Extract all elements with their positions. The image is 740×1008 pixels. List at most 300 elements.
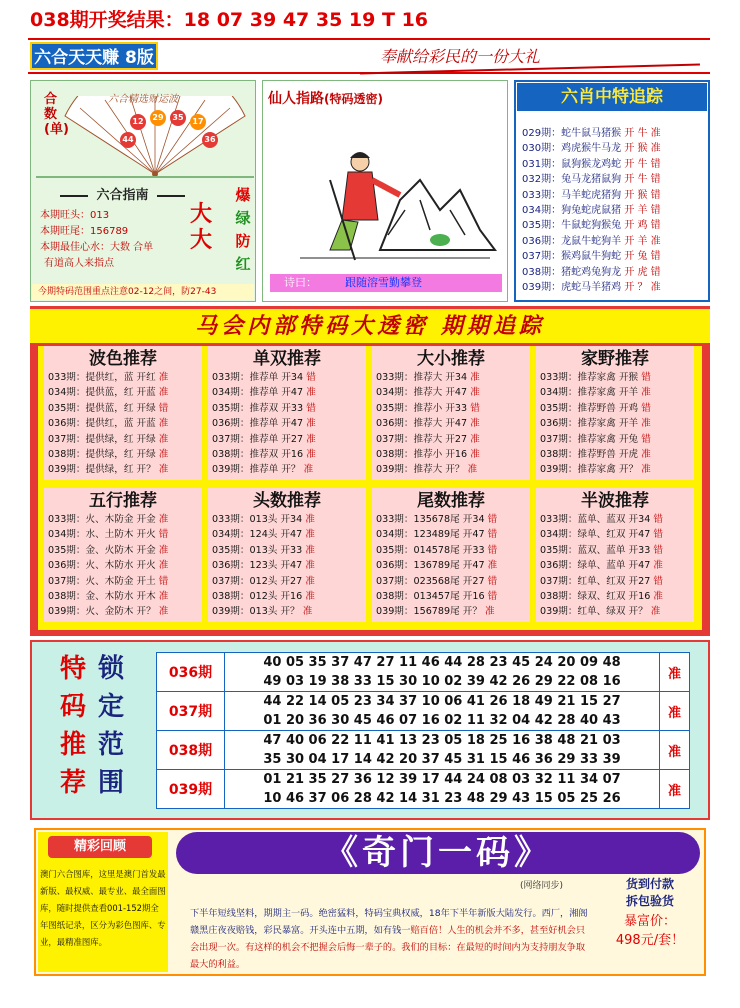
row-result: 开 牛: [624, 158, 648, 170]
tip-result: 开47: [445, 418, 468, 430]
tip-row: [44, 385, 202, 400]
tip-mark: 准: [470, 387, 480, 399]
tip-box-title: 波色推荐: [89, 349, 157, 369]
tip-pick: 034期：推荐家禽: [540, 387, 616, 399]
lock-numbers-line1: 44 22 14 05 23 34 37 10 06 41 26 18 49 21 15 27: [263, 694, 621, 709]
tip-row: [536, 574, 694, 589]
tip-pick: 037期：推荐单: [212, 433, 279, 445]
tip-row: [44, 462, 202, 477]
tip-pick: 036期：提供红，蓝: [48, 418, 134, 430]
tip-row: [372, 462, 530, 477]
tip-mark: 错: [653, 529, 663, 541]
tip-mark: 准: [303, 464, 314, 476]
row-result: 开 猴: [624, 143, 648, 155]
tip-pick: 039期：推荐大: [376, 464, 443, 476]
divider: [36, 176, 254, 178]
tip-mark: 准: [158, 372, 169, 383]
fan-icon: [60, 96, 250, 176]
tip-result: 开47: [462, 529, 485, 541]
row-pick: 037期：猴鸡鼠牛狗蛇: [522, 251, 622, 263]
tip-row: [536, 432, 694, 447]
tip-result: 开27: [445, 433, 468, 445]
row-pick: 029期：蛇牛鼠马猪猴: [522, 128, 622, 139]
tip-result: 开蓝: [136, 418, 156, 430]
tip-row: [44, 604, 202, 619]
six-zodiac-row: [522, 280, 708, 295]
tip-pick: 036期：绿单、蓝单: [540, 560, 626, 572]
tip-row: [44, 447, 202, 462]
row-result: 开 羊: [624, 205, 648, 217]
tip-row: [536, 512, 694, 527]
tip-result: 开33: [628, 544, 651, 556]
row-pick: 035期：牛鼠蛇狗猴兔: [522, 220, 622, 232]
tip-mark: 准: [158, 591, 169, 603]
lock-numbers: [225, 731, 660, 770]
lock-row: [157, 731, 690, 770]
row-mark: 准: [650, 235, 661, 247]
tip-mark: 准: [158, 560, 169, 572]
tip-row: [44, 589, 202, 604]
side-word: 绿: [235, 209, 251, 227]
tip-pick: 033期：推荐家禽: [540, 372, 616, 383]
tip-row: [208, 462, 366, 477]
tip-result: 开火: [136, 560, 156, 572]
row-mark: 错: [650, 205, 661, 217]
tip-row: [208, 558, 366, 573]
lock-label-right: 锁定范围: [98, 654, 125, 798]
tip-mark: 错: [158, 529, 169, 541]
tip-box-title: 家野推荐: [581, 349, 649, 369]
tip-row: [536, 543, 694, 558]
tip-pick: 037期：火、木防金: [48, 575, 134, 587]
row-mark: 错: [650, 266, 661, 278]
tip-mark: 准: [158, 433, 169, 445]
tip-result: 开绿: [136, 402, 156, 414]
row-pick: 032期：兔马龙猪鼠狗: [522, 174, 622, 186]
tip-mark: 准: [470, 433, 480, 445]
tip-pick: 036期：推荐单: [212, 418, 279, 430]
tip-box-title: 半波推荐: [581, 491, 649, 511]
tip-result: 开红: [136, 372, 156, 383]
tip-result: 开33: [281, 402, 304, 414]
lock-numbers-line1: 01 21 35 27 36 12 39 17 44 24 08 03 32 11 34 07: [263, 772, 621, 787]
tip-row: [536, 527, 694, 542]
lock-period: 039期: [157, 770, 225, 809]
tip-row: [372, 589, 530, 604]
tip-mark: 准: [158, 606, 169, 618]
tip-result: 开27: [280, 575, 303, 587]
tip-result: 开47: [280, 529, 303, 541]
tip-result: 开33: [445, 402, 468, 414]
tip-pick: 035期：蓝双、蓝单: [540, 544, 626, 556]
range-note: 今期特码范围重点注意02-12之间，防27-43: [32, 284, 254, 300]
row-result: 开 ？: [624, 282, 648, 294]
tip-box-title: 单双推荐: [253, 349, 321, 369]
tip-pick: 034期：推荐单: [212, 387, 279, 399]
ball-1: 44: [120, 132, 136, 148]
tip-pick: 038期：推荐野兽: [540, 449, 616, 461]
lock-row: [157, 653, 690, 692]
row-mark: 准: [650, 282, 661, 294]
side-word: 红: [235, 255, 251, 273]
tip-row: [372, 401, 530, 416]
ball-3: 29: [150, 110, 166, 126]
six-zodiac-row: [522, 265, 708, 280]
tip-pick: 035期：推荐小: [376, 402, 443, 414]
tip-result: 开？: [280, 606, 300, 618]
tip-mark: 准: [158, 464, 169, 476]
tip-pick: 036期：推荐家禽: [540, 418, 616, 430]
tip-pick: 037期：023568尾: [376, 575, 460, 587]
tip-box-title: 五行推荐: [89, 491, 157, 511]
tip-pick: 033期：135678尾: [376, 514, 460, 525]
tip-mark: 错: [306, 402, 316, 414]
tip-result: 开34: [462, 514, 485, 525]
lock-period: 036期: [157, 653, 225, 692]
tip-row: [372, 432, 530, 447]
tip-row: [208, 385, 366, 400]
tip-row: [208, 401, 366, 416]
tip-mark: 准: [470, 372, 480, 383]
tip-pick: 036期：火、木防水: [48, 560, 134, 572]
tip-row: [208, 512, 366, 527]
tip-row: [536, 416, 694, 431]
row-result: 开 兔: [624, 251, 648, 263]
ball-5: 17: [190, 114, 206, 130]
tip-row: [536, 462, 694, 477]
slogan: 奉献给彩民的一份大礼: [380, 47, 541, 66]
tip-result: 开27: [628, 575, 651, 587]
lock-numbers: [225, 692, 660, 731]
tip-pick: 035期：013头: [212, 544, 278, 556]
tip-result: 开？: [618, 464, 639, 476]
tip-result: 开27: [462, 575, 485, 587]
tip-result: 开？: [628, 606, 648, 618]
tip-row: [44, 432, 202, 447]
tip-box: [372, 488, 530, 622]
tip-mark: 准: [158, 514, 169, 525]
tip-mark: 准: [305, 591, 315, 603]
review-text: 澳门六合图库，这里是澳门首发最新版、最权威、最专业、最全面图库，随时提供查看001-152期全年图纸记录，区分为彩色图库、专业，最精准图库。: [40, 869, 166, 947]
tip-result: 开47: [445, 387, 468, 399]
tip-row: [44, 574, 202, 589]
xianren-title: 仙人指路(特码透密): [268, 91, 383, 107]
row-pick: 038期：猪蛇鸡兔狗龙: [522, 266, 622, 278]
tip-pick: 035期：推荐野兽: [540, 402, 616, 414]
tip-mark: 错: [653, 544, 663, 556]
tip-pick: 038期：推荐双: [212, 449, 279, 461]
lock-result: 准: [660, 731, 690, 770]
six-zodiac-title: 六肖中特追踪: [517, 83, 707, 111]
tip-row: [372, 558, 530, 573]
tip-row: [536, 370, 694, 385]
six-zodiac-row: [522, 172, 708, 187]
row-pick: 031期：鼠狗猴龙鸡蛇: [522, 158, 622, 170]
tip-pick: 034期：水、土防木: [48, 529, 134, 541]
tip-mark: 错: [487, 514, 498, 525]
tip-mark: 准: [641, 464, 651, 476]
promo-text-b: 赔百倍！人生的机会并不多，甚至好机会只会出现一次。有这样的机会不把握会后悔一辈子的。我们的目标：在最短的时间内为支持朋友争取最大的利益。: [190, 925, 586, 970]
six-zodiac-row: [522, 234, 708, 249]
tip-result: 开绿: [136, 449, 156, 461]
lock-table: [156, 652, 690, 809]
tip-result: 开？: [136, 606, 156, 618]
tip-pick: 035期：提供蓝，红: [48, 402, 134, 414]
tip-row: [208, 370, 366, 385]
tip-box-title: 尾数推荐: [417, 491, 485, 511]
tip-pick: 036期：136789尾: [376, 560, 460, 572]
qimen-banner: 《奇门一码》: [176, 832, 700, 874]
tip-row: [44, 370, 202, 385]
tip-pick: 037期：推荐大: [376, 433, 443, 445]
tip-pick: 039期：推荐家禽: [540, 464, 616, 476]
guide-line-head: 本期旺头：013: [40, 210, 110, 221]
tip-result: 开33: [280, 544, 303, 556]
tip-pick: 033期：推荐单: [212, 372, 279, 383]
tip-box: [208, 346, 366, 480]
poem-bar: 诗曰： 跟随溶雪勤攀登: [270, 274, 502, 292]
tip-result: 开16: [462, 591, 485, 603]
tip-pick: 038期：提供绿，红: [48, 449, 134, 461]
tip-mark: 错: [487, 591, 498, 603]
tip-mark: 准: [158, 449, 169, 461]
tip-pick: 034期：123489尾: [376, 529, 460, 541]
tip-result: 开34: [628, 514, 651, 525]
tip-result: 开47: [281, 387, 304, 399]
ball-2: 12: [130, 114, 146, 130]
tip-pick: 034期：124头: [212, 529, 278, 541]
tip-row: [208, 432, 366, 447]
tip-box: [44, 488, 202, 622]
tip-pick: 033期：推荐大: [376, 372, 443, 383]
tip-result: 开16: [280, 591, 303, 603]
tip-result: 开虎: [618, 449, 639, 461]
row-result: 开 猴: [624, 189, 648, 201]
tip-result: 开？: [136, 464, 156, 476]
tip-mark: 准: [158, 544, 169, 556]
price-value: 498元/套！: [615, 933, 685, 948]
tip-mark: 错: [306, 372, 316, 383]
row-pick: 030期：鸡虎猴牛马龙: [522, 143, 622, 155]
side-word: 爆: [235, 186, 251, 204]
guide-line-best: 本期最佳心水：大数 合单: [40, 242, 154, 253]
promo-text-a: 下半年短线坚料，期期主一码。绝密猛料，特码宝典权威，18年下半年新版大陆发行。西厂，湘阁赣黑庄夜夜赔钱，彩民暴富。开头连中五期，如有钱一: [190, 908, 588, 936]
row-mark: 错: [650, 220, 661, 232]
row-mark: 错: [650, 158, 661, 170]
sage-illustration: [270, 140, 500, 270]
tip-pick: 038期：绿双、红双: [540, 591, 626, 603]
tip-box: [536, 488, 694, 622]
tip-mark: 错: [641, 433, 651, 445]
tip-box: [536, 346, 694, 480]
row-mark: 准: [650, 128, 661, 139]
row-mark: 错: [650, 251, 661, 263]
lock-numbers-line1: 47 40 06 22 11 41 13 23 05 18 25 16 38 48 21 03: [263, 733, 621, 748]
tip-box: [372, 346, 530, 480]
tip-pick: 037期：提供绿，红: [48, 433, 134, 445]
tip-result: 开47: [281, 418, 304, 430]
tip-mark: 准: [470, 449, 480, 461]
tip-mark: 错: [487, 529, 498, 541]
tip-result: 开16: [445, 449, 468, 461]
tip-row: [44, 558, 202, 573]
tip-mark: 准: [302, 606, 313, 618]
tip-result: 开16: [628, 591, 651, 603]
tip-pick: 037期：红单、红双: [540, 575, 626, 587]
tip-pick: 034期：提供蓝，红: [48, 387, 134, 399]
lock-numbers: [225, 653, 660, 692]
tip-mark: 准: [305, 514, 315, 525]
tip-mark: 错: [653, 514, 663, 525]
tip-row: [372, 604, 530, 619]
tip-pick: 036期：推荐大: [376, 418, 443, 430]
row-result: 开 羊: [624, 235, 648, 247]
row-mark: 准: [650, 143, 661, 155]
tip-result: 开？: [462, 606, 482, 618]
tip-row: [44, 527, 202, 542]
guide-line-tail: 本期旺尾：156789: [40, 226, 129, 237]
tip-pick: 035期：金、火防木: [48, 544, 134, 556]
tip-row: [44, 543, 202, 558]
tips-title: 马会内部特码大透密 期期追踪: [30, 309, 710, 343]
row-result: 开 牛: [624, 174, 648, 186]
tip-mark: 准: [653, 560, 663, 572]
tip-row: [372, 543, 530, 558]
tip-result: 开？: [281, 464, 301, 476]
review-label: 精彩回顾: [48, 836, 152, 858]
tip-result: 开47: [462, 560, 485, 572]
tip-result: 开猴: [618, 372, 639, 383]
tip-result: 开火: [136, 529, 156, 541]
tip-result: 开47: [628, 529, 651, 541]
tip-pick: 033期：火、木防金: [48, 514, 134, 525]
tip-result: 开金: [136, 514, 156, 525]
tip-result: 开木: [136, 591, 156, 603]
tip-pick: 039期：156789尾: [376, 606, 460, 618]
tip-result: 开16: [281, 449, 304, 461]
six-zodiac-row: [522, 157, 708, 172]
tip-box: [44, 346, 202, 480]
tip-result: 开？: [445, 464, 465, 476]
row-mark: 错: [650, 189, 661, 201]
inspect-label: 拆包验货: [625, 894, 674, 908]
cod-label: 货到付款: [625, 877, 674, 891]
tip-result: 开鸡: [618, 402, 639, 414]
delivery-box: [600, 876, 700, 972]
tip-pick: 035期：推荐双: [212, 402, 279, 414]
ball-6: 36: [202, 132, 218, 148]
tip-pick: 039期：火、金防木: [48, 606, 134, 618]
lock-row: [157, 770, 690, 809]
tip-box-title: 大小推荐: [417, 349, 485, 369]
lock-numbers-line1: 40 05 35 37 47 27 11 46 44 28 23 45 24 20 09 48: [263, 655, 621, 670]
tip-row: [208, 447, 366, 462]
tip-mark: 准: [641, 418, 651, 430]
lock-numbers-line2: 10 46 37 06 28 42 14 31 23 48 29 43 15 05 25 26: [263, 791, 621, 806]
tip-mark: 准: [305, 560, 315, 572]
price-label: 暴富价：: [623, 914, 676, 929]
tip-result: 开34: [281, 372, 304, 383]
tip-row: [208, 589, 366, 604]
row-result: 开 虎: [624, 266, 648, 278]
tip-row: [208, 416, 366, 431]
tip-row: [372, 416, 530, 431]
tip-result: 开47: [628, 560, 651, 572]
tip-row: [208, 604, 366, 619]
tip-pick: 038期：012头: [212, 591, 278, 603]
six-zodiac-row: [522, 126, 708, 141]
tip-mark: 准: [306, 387, 316, 399]
tip-row: [536, 589, 694, 604]
ball-4: 35: [170, 110, 186, 126]
tip-mark: 错: [653, 575, 663, 587]
lock-row: [157, 692, 690, 731]
side-word: 防: [235, 232, 251, 250]
promo-text: [190, 905, 590, 973]
tip-mark: 准: [305, 544, 315, 556]
tip-mark: 准: [487, 560, 498, 572]
network-sync: (网络同步): [520, 881, 564, 891]
tip-pick: 034期：绿单、红双: [540, 529, 626, 541]
tip-mark: 错: [641, 372, 651, 383]
tip-row: [372, 527, 530, 542]
tip-row: [208, 543, 366, 558]
heshu-label: 合数(单): [44, 92, 69, 137]
tip-row: [44, 401, 202, 416]
tip-row: [372, 512, 530, 527]
tip-result: 开绿: [136, 433, 156, 445]
tip-row: [372, 370, 530, 385]
tip-row: [372, 447, 530, 462]
tip-mark: 错: [470, 402, 480, 414]
tip-result: 开27: [281, 433, 304, 445]
six-zodiac-list: [522, 126, 708, 295]
tip-row: [44, 512, 202, 527]
tip-mark: 准: [641, 387, 651, 399]
fan-title: 六合精选财运波: [108, 94, 178, 105]
tip-pick: 033期：013头: [212, 514, 278, 525]
tip-pick: 037期：推荐家禽: [540, 433, 616, 445]
tip-row: [536, 401, 694, 416]
tip-mark: 错: [487, 575, 498, 587]
six-zodiac-row: [522, 188, 708, 203]
six-zodiac-row: [522, 249, 708, 264]
tip-result: 开兔: [618, 433, 639, 445]
tip-result: 开34: [445, 372, 468, 383]
tip-pick: 033期：提供红，蓝: [48, 372, 134, 383]
six-zodiac-row: [522, 203, 708, 218]
tip-result: 开47: [280, 560, 303, 572]
tip-pick: 036期：123头: [212, 560, 278, 572]
tip-row: [536, 558, 694, 573]
tip-pick: 039期：推荐单: [212, 464, 279, 476]
tip-result: 开羊: [618, 418, 639, 430]
tip-mark: 准: [158, 418, 169, 430]
tip-mark: 准: [650, 606, 661, 618]
six-zodiac-row: [522, 218, 708, 233]
tip-row: [536, 604, 694, 619]
tip-mark: 错: [487, 544, 498, 556]
tip-mark: 错: [158, 575, 169, 587]
tip-box: [208, 488, 366, 622]
tip-pick: 039期：013头: [212, 606, 278, 618]
tip-result: 开羊: [618, 387, 639, 399]
tip-pick: 033期：蓝单、蓝双: [540, 514, 626, 525]
tip-result: 开金: [136, 544, 156, 556]
tip-row: [208, 527, 366, 542]
row-result: 开 鸡: [624, 220, 648, 232]
tip-result: 开蓝: [136, 387, 156, 399]
